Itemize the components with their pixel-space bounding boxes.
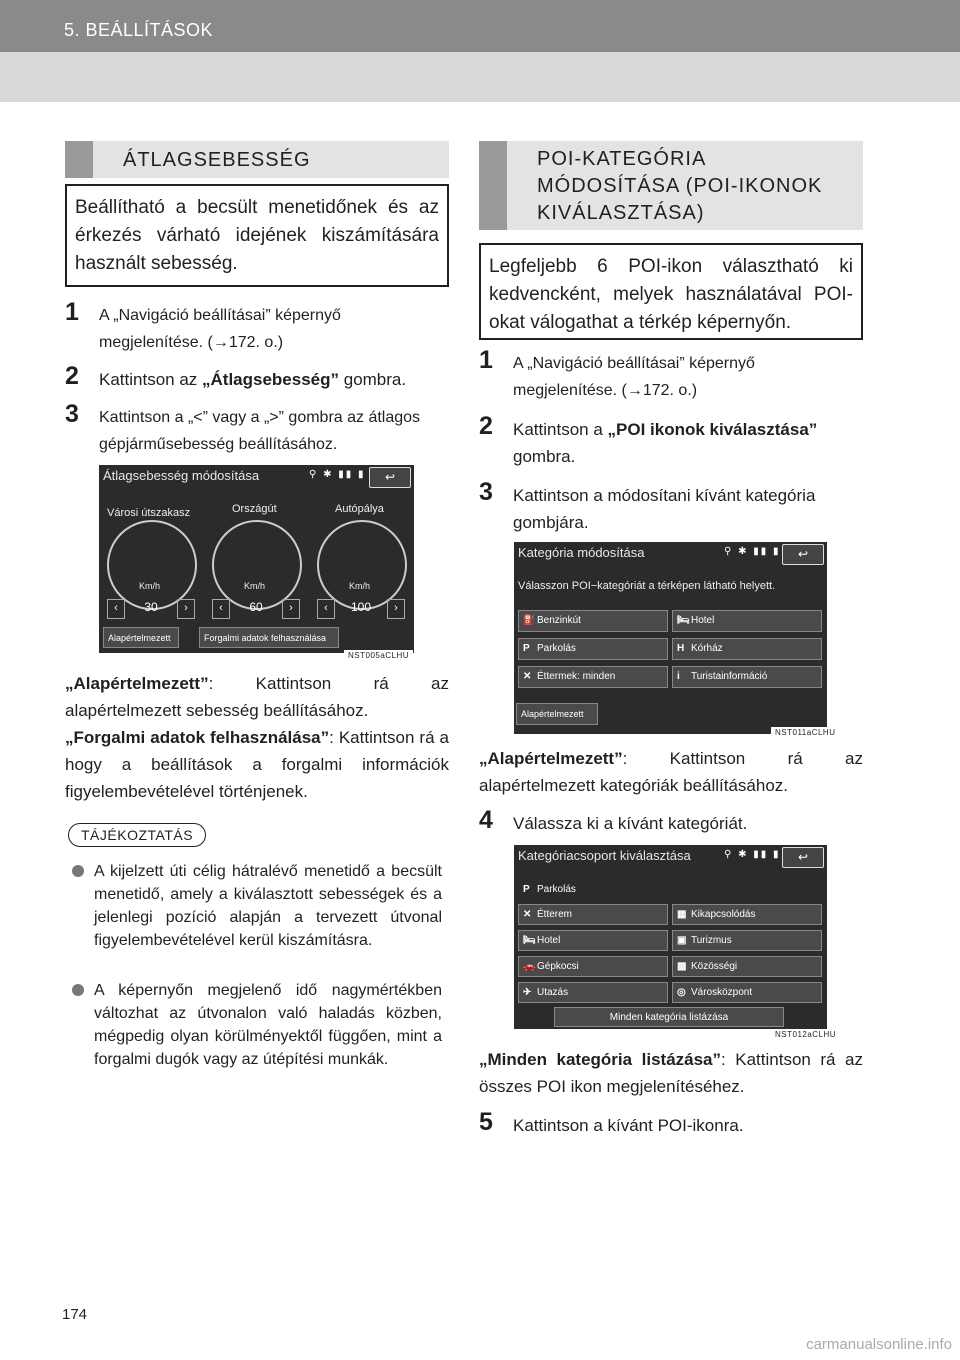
status-icons: ⚲ ✱ ▮▮ ▮ <box>724 849 781 860</box>
paragraph-bold: „Alapértelmezett” <box>65 674 209 693</box>
info-icon: i <box>677 671 680 682</box>
paragraph-text: : Kattintson rá az alapértelmezett kategóriák beállításához. <box>479 749 863 795</box>
paragraph-text: : Kattintson rá az összes POI ikon megjelenítéséhez. <box>479 1050 863 1096</box>
step-text: Kattintson a „<” vagy a „>” gombra az átlagos gépjárműsebesség beállításához. <box>99 409 421 453</box>
decrease-city-button[interactable]: ‹ <box>107 599 125 619</box>
step-text-post: gombra. <box>339 370 407 389</box>
step-1 <box>65 298 449 358</box>
screen-title: Kategóriacsoport kiválasztása <box>518 848 691 863</box>
fuel-icon: ⛽ <box>523 615 536 626</box>
paragraph-bold: „Alapértelmezett” <box>479 749 623 768</box>
category-group-hotel[interactable]: 🛏Hotel <box>518 930 668 951</box>
step-text-pre: Kattintson a <box>513 420 608 439</box>
default-button[interactable]: Alapértelmezett <box>516 703 598 725</box>
category-group-leisure[interactable]: ▦ Kikapcsolódás <box>672 904 822 925</box>
step-5 <box>479 1108 863 1140</box>
parking-icon: P <box>523 884 530 895</box>
parking-icon: P <box>523 643 530 654</box>
step-2 <box>65 362 449 394</box>
step-text-post: gombra. <box>513 447 576 466</box>
cutlery-icon: ✕ <box>523 671 532 682</box>
back-button[interactable]: ↩ <box>369 467 411 488</box>
default-button[interactable]: Alapértelmezett <box>103 627 179 648</box>
gauge-label-highway: Autópálya <box>335 503 384 515</box>
increase-highway-button[interactable]: › <box>387 599 405 619</box>
paragraph-default <box>65 670 449 724</box>
speed-gauge-country <box>212 520 302 610</box>
category-button-tourist-info[interactable]: i Turistainformáció <box>672 666 822 688</box>
section-title-bar <box>479 141 507 230</box>
screenshot-category-group <box>514 845 827 1029</box>
figure-code: NST005aCLHU <box>344 650 413 661</box>
paragraph-list-all <box>479 1046 863 1100</box>
step-text: Kattintson a kívánt POI-ikonra. <box>513 1116 744 1135</box>
category-group-community[interactable]: ▩ Közösségi <box>672 956 822 977</box>
step-text: Kattintson a módosítani kívánt kategória gombjára. <box>513 486 816 532</box>
intro-box: Beállítható a becsült menetidőnek és az érkezés várható idejének kiszámítására használt sebesség. <box>65 184 449 287</box>
gauge-unit: Km/h <box>349 581 371 591</box>
section-title-poi-category <box>479 141 863 230</box>
category-button-parking[interactable]: P Parkolás <box>518 638 668 660</box>
step-number: 2 <box>479 412 493 440</box>
gauge-unit: Km/h <box>139 581 161 591</box>
category-group-parking[interactable]: P Parkolás <box>518 879 668 899</box>
status-icons: ⚲ ✱ ▮▮ ▮ <box>309 469 366 480</box>
info-tag: TÁJÉKOZTATÁS <box>68 823 206 847</box>
plane-icon: ✈ <box>523 987 532 998</box>
step-number: 1 <box>479 346 493 374</box>
step-number: 1 <box>65 298 79 326</box>
step-text: A „Navigáció beállításai” képernyő megjelenítése. (→172. o.) <box>513 355 755 399</box>
step-text-bold: „POI ikonok kiválasztása” <box>607 420 818 439</box>
bed-icon: 🛏 <box>523 935 536 946</box>
back-button[interactable]: ↩ <box>782 847 824 868</box>
gauge-label-country: Országút <box>232 503 277 515</box>
chapter-title: 5. BEÁLLÍTÁSOK <box>64 20 214 40</box>
tourism-icon: ▣ <box>677 935 687 946</box>
header-band <box>0 52 960 102</box>
city-centre-icon: ◎ <box>677 987 686 998</box>
intro-box: Legfeljebb 6 POI-ikon választható ki kedvencként, melyek használatával POI-okat válogathat a térkép képernyőn. <box>479 243 863 340</box>
category-button-hotel[interactable]: 🛏Hotel <box>672 610 822 632</box>
figure-code: NST011aCLHU <box>771 727 839 738</box>
bullet-text: A képernyőn megjelenő idő nagymértékben változhat az útvonalon való haladás közben, mégpedig olyan körülményektől függően, mint a forgalmi dugók vagy az útépítési munkák. <box>94 982 442 1068</box>
step-4 <box>479 806 863 838</box>
step-number: 2 <box>65 362 79 390</box>
paragraph-traffic <box>65 724 449 805</box>
step-3 <box>479 478 863 538</box>
hospital-icon: H <box>677 643 685 654</box>
paragraph-default <box>479 745 863 799</box>
step-number: 4 <box>479 806 493 834</box>
screen-prompt: Válasszon POI−kategóriát a térképen látható helyett. <box>518 580 776 592</box>
increase-city-button[interactable]: › <box>177 599 195 619</box>
step-text: Válassza ki a kívánt kategóriát. <box>513 814 748 833</box>
section-title-text: POI-KATEGÓRIA MÓDOSÍTÁSA (POI-IKONOK KIVÁLASZTÁSA) <box>537 148 823 224</box>
speed-value-highway: 100 <box>350 600 372 614</box>
screenshot-category-modify <box>514 542 827 734</box>
category-group-restaurant[interactable]: ✕ Étterem <box>518 904 668 925</box>
category-button-restaurants[interactable]: ✕ Éttermek: minden <box>518 666 668 688</box>
paragraph-bold: „Minden kategória listázása” <box>479 1050 722 1069</box>
step-number: 3 <box>479 478 493 506</box>
section-title-average-speed <box>65 141 449 178</box>
use-traffic-data-button[interactable]: Forgalmi adatok felhasználása <box>199 627 339 648</box>
gauge-label-city: Városi útszakasz <box>107 507 191 519</box>
chapter-header <box>0 0 960 52</box>
list-all-categories-button[interactable]: Minden kategória listázása <box>554 1007 784 1027</box>
paragraph-text: : Kattintson rá az alapértelmezett sebesség beállításához. <box>65 674 449 720</box>
category-group-travel[interactable]: ✈ Utazás <box>518 982 668 1003</box>
category-button-fuel[interactable]: ⛽ Benzinkút <box>518 610 668 632</box>
decrease-highway-button[interactable]: ‹ <box>317 599 335 619</box>
bullet-dot <box>72 865 84 877</box>
paragraph-text: : Kattintson rá a hogy a beállítások a forgalmi információk figyelembevételével történjenek. <box>65 728 449 801</box>
figure-code: NST012aCLHU <box>771 1029 840 1040</box>
step-text: A „Navigáció beállításai” képernyő megjelenítése. (→172. o.) <box>99 307 341 351</box>
category-group-city-centre[interactable]: ◎ Városközpont <box>672 982 822 1003</box>
car-icon: 🚗 <box>523 961 536 972</box>
community-icon: ▩ <box>677 961 687 972</box>
screen-title: Átlagsebesség módosítása <box>103 468 260 483</box>
bullet-text: A kijelzett úti célig hátralévő menetidő a becsült menetidő, amely a kiválasztott sebességek és a jelenlegi pozíció alapján a tervezett útvonal figyelembevételével kerül kiszámításra. <box>94 863 442 949</box>
bed-icon: 🛏 <box>677 615 690 626</box>
step-2 <box>479 412 863 472</box>
speed-gauge-highway <box>317 520 407 610</box>
cutlery-icon: ✕ <box>523 909 532 920</box>
page-number: 174 <box>62 1306 88 1323</box>
category-group-tourism[interactable]: ▣ Turizmus <box>672 930 822 951</box>
increase-country-button[interactable]: › <box>282 599 300 619</box>
step-number: 5 <box>479 1108 493 1136</box>
step-1 <box>479 346 863 406</box>
back-button[interactable]: ↩ <box>782 544 824 565</box>
step-3 <box>65 400 449 460</box>
section-title-bar <box>65 141 93 178</box>
step-text-bold: „Átlagsebesség” <box>202 370 340 389</box>
gauge-unit: Km/h <box>244 581 266 591</box>
section-title-text: ÁTLAGSEBESSÉG <box>123 149 311 171</box>
category-button-hospital[interactable]: H Kórház <box>672 638 822 660</box>
info-bullet <box>72 860 442 975</box>
paragraph-bold: „Forgalmi adatok felhasználása” <box>65 728 330 747</box>
step-number: 3 <box>65 400 79 428</box>
watermark: carmanualsonline.info <box>806 1336 952 1353</box>
step-text-pre: Kattintson az <box>99 370 203 389</box>
screenshot-average-speed <box>99 465 414 653</box>
decrease-country-button[interactable]: ‹ <box>212 599 230 619</box>
speed-gauge-city <box>107 520 197 610</box>
speed-value-city: 30 <box>144 600 158 614</box>
info-bullet <box>72 979 442 1094</box>
status-icons: ⚲ ✱ ▮▮ ▮ <box>724 546 781 557</box>
screen-title: Kategória módosítása <box>518 545 645 560</box>
category-group-car[interactable]: 🚗 Gépkocsi <box>518 956 668 977</box>
leisure-icon: ▦ <box>677 909 687 920</box>
speed-value-country: 60 <box>249 600 263 614</box>
bullet-dot <box>72 984 84 996</box>
